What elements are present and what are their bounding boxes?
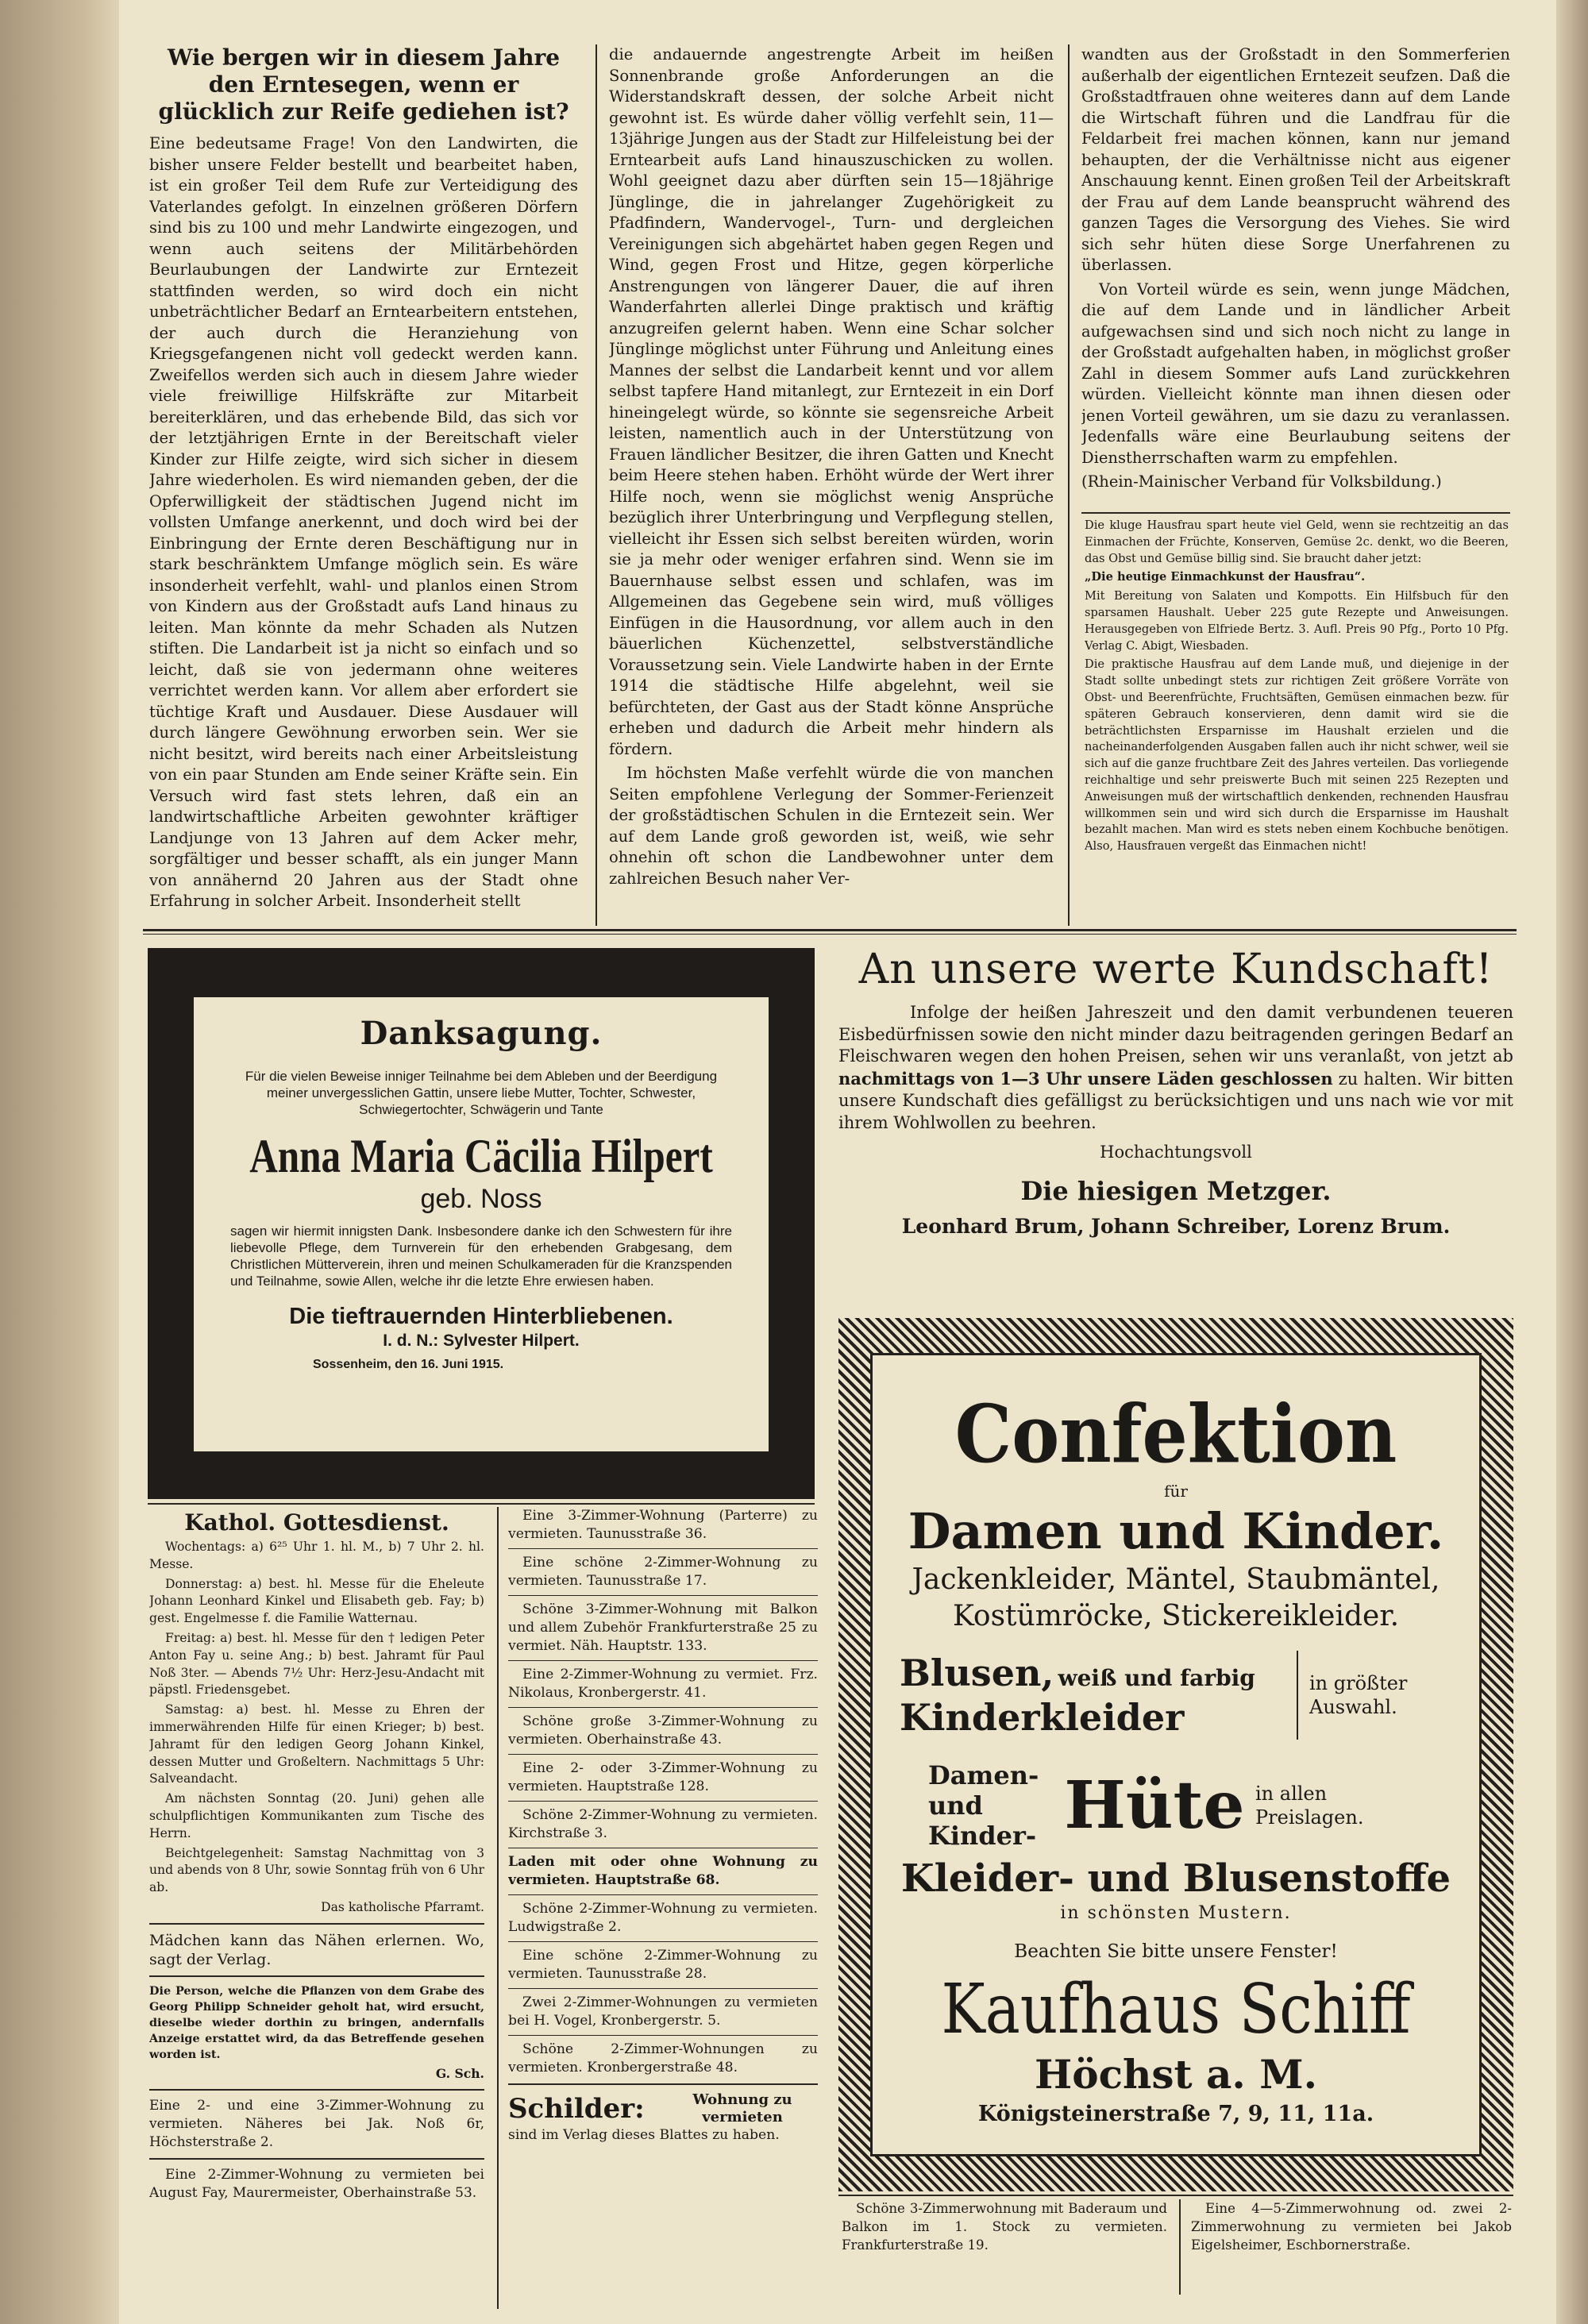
inallen-label: in allen	[1255, 1783, 1328, 1805]
kundschaft-body	[838, 1002, 1513, 1134]
deceased-maiden-name: geb. Noss	[420, 1184, 542, 1214]
wohnung-ad-3: Schöne 3-Zimmer-Wohnung mit Balkon und allem Zubehör Frankfurterstraße 25 zu vermiet. Näh. Hauptstr. 133.	[508, 1601, 818, 1654]
divider-line	[149, 1975, 484, 1977]
hausfrau-text: Die praktische Hausfrau auf dem Lande muß, und diejenige in der Stadt sollte unbedingt stets zur richtigen Zeit größere Vorräte von Obst- und Beerenfrüchte, Fruchtsäften, Gemüsen einmachen bezw. für späteren Gebrauch konservieren, denn damit wird sie die beträchtlichsten Ersparnisse im Haushalt erzielen und die nacheinanderfolgenden Ausgaben fallen auch ihr nicht schwer, weil sie sich auf die ganze fruchtbare Zeit des Jahres verteilen. Das vorliegende reichhaltige und sehr preiswerte Buch mit seinen 225 Rezepten und Anweisungen muß der wirtschaftlich denkenden, rechnenden Hausfrau willkommen sein und wird sich durch die Ersparnisse im Haushalt bezahlt machen. Man wird es stets neben einem Kochbuche benötigen. Also, Hausfrauen vergeßt das Einmachen nicht!	[1085, 657, 1509, 854]
danksagung-frame	[148, 948, 815, 1499]
gottesdienst-line-2: Donnerstag: a) best. hl. Messe für die Eheleute Johann Leonhard Kinkel und Elisabeth geb. Fay; b) gest. Engelmesse f. die Familie Watternau.	[149, 1576, 484, 1626]
noss-ad: Eine 2- und eine 3-Zimmer-Wohnung zu vermieten. Näheres bei Jak. Noß 6r, Höchsterstraße 2.	[149, 2097, 484, 2150]
article-column-1	[149, 44, 578, 926]
bottom-ad-left-text: Schöne 3-Zimmerwohnung mit Baderaum und Balkon im 1. Stock zu vermieten. Frankfurterstraße 19.	[842, 2201, 1167, 2253]
konfektion-title: Confektion	[954, 1387, 1397, 1481]
wohnung-ad-4: Eine 2-Zimmer-Wohnung zu vermiet. Frz. Nikolaus, Kronbergerstr. 41.	[508, 1667, 818, 1701]
page-edge	[1556, 0, 1588, 2324]
article-col2-text-b: Im höchsten Maße verfehlt würde die von manchen Seiten empfohlene Verlegung der Sommer-Ferienzeit der großstädtischen Schulen in die Erntezeit sein. Wer auf dem Lande groß geworden ist, weiß, wie sehr ohnehin oft schon die Landbewohner unter dem zahlreichen Besuch naher Ver-	[609, 764, 1054, 888]
article-col1-text: Eine bedeutsame Frage! Von den Landwirten, die bisher unsere Felder bestellt und bearbeitet haben, ist ein großer Teil dem Rufe zur Verteidigung des Vaterlandes gefolgt. In einzelnen größeren Dörfern sind bis zu 100 und mehr Landwirte eingezogen, und wenn auch seitens der Militärbehörden Beurlaubungen der Landwirte zur Erntezeit stattfinden werden, so wird doch ein nicht unbeträchtlicher Bedarf an Erntearbeitern entstehen, der auch durch die Heranziehung von Kriegsgefangenen nicht voll gedeckt werden kann. Zweifellos werden sich auch in diesem Jahre wieder viele freiwillige Hilfskräfte zur Mitarbeit bereiterklären, und das erhebende Bild, das sich vor der letztjährigen Ernte in der Bereitschaft vieler Kinder zur Hilfe zeigte, wird sich sicher in diesem Jahre wiederholen. Es wird niemanden geben, der die Opferwilligkeit der städtischen Jugend nicht im vollsten Umfange anerkennt, und doch wird bei der Einbringung der Ernte deren Beschäftigung nur in stark beschränktem Umfange möglich sein. Es wäre insonderheit verfehlt, wahl- und planlos einen Strom von Kindern aus der Großstadt aufs Land hinaus zu leiten. Man könnte da mehr Schaden als Nutzen stiften. Die Landarbeit ist ja nicht so einfach und so leicht, daß sie von jedermann ohne weiteres verrichtet werden kann. Vor allem aber erfordert sie tüchtige Kraft und Ausdauer. Diese Ausdauer will durch längere Gewöhnung erworben sein. Wer sie nicht besitzt, wird bereits nach einer Arbeitsleistung von ein paar Stunden am Ende seiner Kräfte sein. Ein Versuch wird fast stets lehren, daß ein an landwirtschaftliche Arbeiten gewohnter kräftiger Landjunge von 13 Jahren auf dem Acker mehr, sorgfältiger und besser schafft, als ein junger Mann von annähernd 20 Jahren aus der Stadt ohne Erfahrung in solcher Arbeit. Insonderheit stellt	[149, 134, 578, 910]
article-column-2	[609, 44, 1054, 926]
danksagung-idn: I. d. N.: Sylvester Hilpert.	[383, 1332, 580, 1350]
maedchen-ad: Mädchen kann das Nähen erlernen. Wo, sagt der Verlag.	[149, 1931, 484, 1968]
divider-line	[149, 2089, 484, 2091]
konfektion-fuer: für	[1164, 1482, 1188, 1501]
article-col3-text: wandten aus der Großstadt in den Sommerferien außerhalb der eigentlichen Erntezeit seufzen. Daß die Großstadtfrauen ohne weiteres dann auf dem Lande die Wirtschaft führen und die Landfrau für die Feldarbeit frei machen können, kann nur jemand behaupten, der die Verhältnisse nicht aus eigener Anschauung kennt. Einen großen Teil der Arbeitskraft der Frau auf dem Lande beansprucht während des ganzen Tages die Versorgung des Viehes. Sie wird sich sehr hüten diese Sorge Unerfahrenen zu überlassen.	[1081, 45, 1510, 274]
wohnung-ad-7: Schöne 2-Zimmer-Wohnung zu vermieten. Kirchstraße 3.	[508, 1807, 818, 1841]
wohnung-ad-1: Eine 3-Zimmer-Wohnung (Parterre) zu vermieten. Taunusstraße 36.	[508, 1508, 818, 1542]
konfektion-line2: Kostümröcke, Stickereikleider.	[952, 1600, 1400, 1632]
schilder-ad	[508, 2091, 818, 2126]
divider-line	[508, 1548, 818, 1549]
wohnung-ad-6: Eine 2- oder 3-Zimmer-Wohnung zu vermieten. Hauptstraße 128.	[508, 1760, 818, 1794]
kundschaft-body-end: zu halten. Wir bitten unsere Kundschaft dies gefälligst zu berücksichtigen und uns nach wie vor mit ihrem Wohlwollen zu beehren.	[838, 1069, 1513, 1132]
wohnung-ad-5: Schöne große 3-Zimmer-Wohnung zu vermieten. Oberhainstraße 43.	[508, 1713, 818, 1748]
danksagung-title: Danksagung.	[360, 1015, 603, 1052]
gottesdienst-line-5: Am nächsten Sonntag (20. Juni) gehen alle schulpflichtigen Kommunikanten zum Tische des Herrn.	[149, 1791, 484, 1840]
hausfrau-ad	[1085, 518, 1509, 926]
column-divider	[596, 44, 597, 926]
kundschaft-greeting: Hochachtungsvoll	[1100, 1143, 1252, 1162]
konfektion-damen-kinder: Damen und Kinder.	[908, 1502, 1444, 1560]
gottesdienst-line-4: Samstag: a) best. hl. Messe zu Ehren der immerwährenden Hilfe für einen Krieger; b) best. Jahramt für den ledigen Georg Johann Kinkel, dessen Mutter und Großeltern. Nachmittags 5 Uhr: Salveandacht.	[149, 1702, 484, 1786]
damenkinder-label: Damen- und Kinder-	[928, 1760, 1039, 1851]
hausfrau-book-title: „Die heutige Einmachkunst der Hausfrau“.	[1085, 570, 1366, 584]
divider-line	[508, 1707, 818, 1708]
kundschaft-names: Leonhard Brum, Johann Schreiber, Lorenz Brum.	[901, 1214, 1451, 1238]
divider-line	[508, 1595, 818, 1596]
section-divider	[143, 934, 1517, 935]
divider-line	[508, 1801, 818, 1802]
divider-line	[148, 1503, 815, 1505]
preislagen-label: Preislagen.	[1255, 1806, 1364, 1829]
kundschaft-title: An unsere werte Kundschaft!	[858, 946, 1494, 993]
bottom-ad-right-text: Eine 4—5-Zimmerwohnung od. zwei 2-Zimmerwohnung zu vermieten bei Jakob Eigelsheimer, Eschbornerstraße.	[1191, 2201, 1512, 2253]
divider-line	[838, 2195, 1513, 2196]
article-col3-text-b: Von Vorteil würde es sein, wenn junge Mädchen, die auf dem Lande und in ländlicher Arbeit aufgewachsen sind und sich noch nicht zu lange in der Großstadt aufgehalten haben, in möglichst großer Zahl in diesem Sommer aufs Land zurückkehren würden. Vielleicht könnte man ihnen diesen oder jenen Vorteil gewähren, um sie dazu zu veranlassen. Jedenfalls wäre eine Beurlaubung seitens der Dienstherrschaften warm zu empfehlen.	[1081, 279, 1510, 467]
huete-row	[928, 1760, 1479, 1851]
divider-line	[149, 1923, 484, 1925]
divider-line	[508, 2035, 818, 2036]
danksagung-body: sagen wir hiermit innigsten Dank. Insbesondere danke ich den Schwestern für ihre liebevolle Pflege, dem Turnverein für den erhebenden Grabgesang, dem Christlichen Mütterverein, ihren und meinen Schulkameraden für die Kranzspenden und Teilnahme, sowie Allen, welche ihr die letzte Ehre erwiesen haben.	[230, 1224, 732, 1289]
preislagen-block	[1246, 1782, 1363, 1829]
wohnungen-column	[508, 1507, 818, 2317]
column-divider	[1068, 44, 1070, 926]
person-ad-sign: G. Sch.	[435, 2065, 484, 2081]
groesster-label: in größter	[1309, 1672, 1408, 1694]
hausfrau-intro: Die kluge Hausfrau spart heute viel Geld, wenn sie rechtzeitig an das Einmachen der Früchte, Konserven, Gemüse 2c. denkt, wo die Beeren, das Obst und Gemüse billig sind. Sie braucht daher jetzt:	[1085, 518, 1509, 565]
gottesdienst-line-3: Freitag: a) best. hl. Messe für den † ledigen Peter Anton Fay u. seine Ang.; b) best. Jahramt für Paul Noß 3ter. — Abends 7½ Uhr: Herz-Jesu-Andacht mit päpstl. Friedensgebet.	[149, 1630, 484, 1698]
article-col2-text: die andauernde angestrengte Arbeit im heißen Sonnenbrande große Anforderungen an die Widerstandskraft dessen, der solche Arbeit nicht gewohnt ist. Es würde daher völlig verfehlt sein, 11—13jährige Jungen aus der Stadt zur Hilfeleistung bei der Erntearbeit aufs Land hinauszuschicken zu wollen. Wohl geeignet dazu aber dürften sein 15—18jährige Jünglinge, die in jahrelanger Zugehörigkeit zu Pfadfindern, Wandervogel-, Turn- und dergleichen Vereinigungen sich abgehärtet haben gegen Regen und Wind, gegen Frost und Hitze, gegen körperliche Anstrengungen von längerer Dauer, die auf ihren Wanderfahrten allerlei Dinge praktisch und kräftig anzugreifen gelernt haben. Wenn eine Schar solcher Jünglinge möglichst unter Führung und Anleitung eines Mannes der selbst die Landarbeit kennt und vor allem selbst tapfere Hand mitanlegt, zur Erntezeit in ein Dorf hineingelegt würde, so könnte sie segensreiche Arbeit leisten, namentlich auch in der Unterstützung von Frauen ländlicher Besitzer, die ihren Gatten und Knecht beim Heere stehen haben. Erhöht würde der Wert ihrer Hilfe noch, wenn sie möglichst wenig Ansprüche bezüglich ihrer Unterbringung und Verpflegung stellen, vielleicht ihr Essen sich selbst bereiten würden, worin sie ja mehr oder weniger erfahren sind. Wenn sie im Bauernhause selbst essen und schlafen, was im Allgemeinen das Gegebene sein wird, muß völliges Einfügen in die Hausordnung, vor allem auch in den bäuerlichen Küchenzettel, selbstverständliche Voraussetzung sein. Viele Landwirte haben in der Ernte 1914 die städtische Hilfe abgelehnt, weil sie befürchteten, der Gast aus der Stadt könne Ansprüche erheben und dadurch die Arbeit mehr hindern als fördern.	[609, 45, 1054, 758]
blusen-label: Blusen,	[900, 1651, 1054, 1694]
schilder-label: Schilder:	[508, 2093, 645, 2125]
article-title: Wie bergen wir in diesem Jahre den Erntesegen, wenn er glücklich zur Reife gediehen ist?	[158, 44, 569, 125]
divider-line	[508, 1660, 818, 1661]
kundschaft-closing-hours: nachmittags von 1—3 Uhr unsere Läden geschlossen	[838, 1068, 1333, 1089]
konfektion-ad-border	[838, 1318, 1513, 2191]
auswahl-label: Auswahl.	[1309, 1696, 1397, 1718]
kundschaft-body-start: Infolge der heißen Jahreszeit und den damit verbundenen teueren Eisbedürfnissen sowie den nicht minder dazu beitragenden geringen Bedarf an Fleischwaren wegen den hohen Preisen, sehen wir uns veranlaßt, von jetzt ab	[838, 1003, 1513, 1066]
kaufhaus-ort: Höchst a. M.	[1034, 2051, 1317, 2098]
fay-ad: Eine 2-Zimmer-Wohnung zu vermieten bei August Fay, Maurermeister, Oberhainstraße 53.	[149, 2166, 484, 2201]
section-divider	[143, 929, 1517, 931]
column-divider	[497, 1507, 499, 2309]
gottesdienst-line-1: Wochentags: a) 6²⁵ Uhr 1. hl. M., b) 7 Uhr 2. hl. Messe.	[149, 1540, 484, 1571]
blusen-block	[900, 1651, 1298, 1740]
book-spine	[0, 0, 119, 2324]
divider-line	[149, 2158, 484, 2160]
bottom-ad-left	[842, 2199, 1167, 2295]
divider-line	[508, 2083, 818, 2085]
deceased-name: Anna Maria Cäcilia Hilpert	[249, 1130, 713, 1182]
schilder-wohnung: Wohnung zu vermieten	[692, 2091, 792, 2126]
kundschaft-sender: Die hiesigen Metzger.	[1020, 1175, 1332, 1206]
wohnung-ad-11: Zwei 2-Zimmer-Wohnungen zu vermieten bei H. Vogel, Kronbergerstr. 5.	[508, 1994, 818, 2029]
kundschaft-notice	[838, 942, 1513, 1315]
stoffe-label: Kleider- und Blusenstoffe	[900, 1856, 1451, 1901]
konfektion-line1: Jackenkleider, Mäntel, Staubmäntel,	[912, 1563, 1440, 1596]
wohnung-ad-12: Schöne 2-Zimmer-Wohnungen zu vermieten. Kronbergerstraße 48.	[508, 2041, 818, 2075]
divider-line	[508, 1988, 818, 1989]
wohnung-ad-8: Laden mit oder ohne Wohnung zu vermieten. Hauptstraße 68.	[508, 1854, 818, 1888]
danksagung-inner	[194, 997, 769, 1451]
kaufhaus-name: Kaufhaus Schiff	[941, 1970, 1411, 2049]
wohnung-ad-9: Schöne 2-Zimmer-Wohnung zu vermieten. Ludwigstraße 2.	[508, 1901, 818, 1935]
blusen-detail: weiß und farbig	[1058, 1665, 1255, 1691]
column-divider	[1179, 2199, 1181, 2295]
gottesdienst-title: Kathol. Gottesdienst.	[184, 1509, 449, 1536]
divider-line	[508, 1941, 818, 1942]
kinderkleider-label: Kinderkleider	[900, 1696, 1185, 1739]
huete-label: Hüte	[1064, 1767, 1245, 1844]
gottesdienst-sign: Das katholische Pfarramt.	[321, 1899, 484, 1914]
danksagung-intro: Für die vielen Beweise inniger Teilnahme bei dem Ableben und der Beerdigung meiner unvergesslichen Gattin, unsere liebe Mutter, Tochter, Schwester, Schwiegertochter, Schwägerin und Tante	[245, 1069, 718, 1117]
gottesdienst-line-6: Beichtgelegenheit: Samstag Nachmittag von 3 und abends von 8 Uhr, sowie Sonntag früh von 6 Uhr ab.	[149, 1845, 484, 1895]
hausfrau-book-details: Mit Bereitung von Salaten und Kompotts. Ein Hilfsbuch für den sparsamen Haushalt. Ueber 225 gute Rezepte und Anweisungen. Herausgegeben von Elfriede Bertz. 3. Aufl. Preis 90 Pfg., Porto 10 Pfg. Verlag C. Abigt, Wiesbaden.	[1085, 589, 1509, 653]
schilder-sub: sind im Verlag dieses Blattes zu haben.	[508, 2127, 780, 2143]
kaufhaus-strasse: Königsteinerstraße 7, 9, 11, 11a.	[977, 2102, 1374, 2126]
divider-line	[508, 1894, 818, 1895]
danksagung-place-date: Sossenheim, den 16. Juni 1915.	[313, 1358, 504, 1371]
article-column-3	[1081, 44, 1510, 513]
auswahl-block	[1298, 1671, 1407, 1719]
konfektion-ad-inner	[870, 1353, 1482, 2156]
divider-line	[1081, 512, 1510, 514]
danksagung-signoff: Die tieftrauernden Hinterbliebenen.	[289, 1304, 673, 1329]
divider-line	[508, 1754, 818, 1755]
article-source: (Rhein-Mainischer Verband für Volksbildung.)	[1081, 472, 1442, 491]
muster-label: in schönsten Mustern.	[1060, 1903, 1292, 1923]
bottom-ad-right	[1191, 2199, 1512, 2295]
blusen-row	[900, 1651, 1479, 1740]
wohnung-ad-2: Eine schöne 2-Zimmer-Wohnung zu vermieten. Taunusstraße 17.	[508, 1555, 818, 1589]
person-ad: Die Person, welche die Pflanzen von dem Grabe des Georg Philipp Schneider geholt hat, wird ersucht, dieselbe wieder dorthin zu bringen, andernfalls Anzeige erstattet wird, da das Betreffende gesehen worden ist.	[149, 1983, 484, 2061]
gottesdienst-column	[149, 1507, 484, 2317]
fenster-label: Beachten Sie bitte unsere Fenster!	[1014, 1941, 1338, 1962]
wohnung-ad-10: Eine schöne 2-Zimmer-Wohnung zu vermieten. Taunusstraße 28.	[508, 1948, 818, 1982]
